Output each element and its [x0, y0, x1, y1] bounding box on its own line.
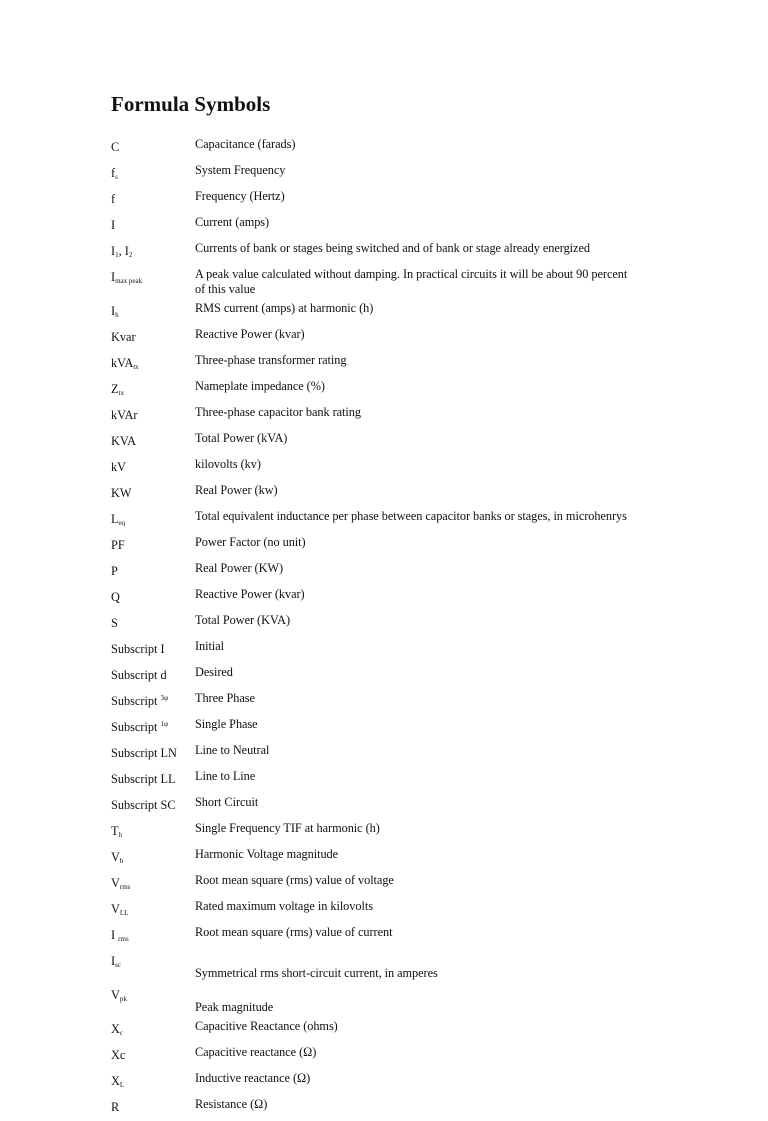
- symbol-cell: [111, 873, 195, 895]
- symbol-subscript: h: [118, 831, 123, 839]
- table-row: [111, 923, 751, 949]
- symbol-subscript: 1: [115, 251, 119, 259]
- symbol-subscript: rms: [119, 883, 131, 891]
- symbol-text: C: [111, 140, 120, 154]
- table-row: [111, 767, 751, 793]
- symbol-cell: [111, 1045, 195, 1067]
- symbol-cell: [111, 163, 195, 185]
- symbol-text: f: [111, 192, 116, 206]
- symbol-subscript: h: [119, 857, 124, 865]
- symbol-cell: [111, 951, 195, 973]
- table-row: [111, 1043, 751, 1069]
- symbol-text: X: [111, 1022, 120, 1036]
- symbol-subscript: rms: [118, 935, 129, 943]
- description-cell: Real Power (kw): [195, 483, 278, 497]
- symbol-cell: [111, 613, 195, 635]
- symbol-subscript: tx: [133, 363, 139, 371]
- symbol-text-secondary: , I: [118, 244, 129, 258]
- description-cell: Inductive reactance (Ω): [195, 1071, 311, 1085]
- description-cell: Root mean square (rms) value of current: [195, 925, 393, 939]
- description-cell: Rated maximum voltage in kilovolts: [195, 899, 373, 913]
- description-cell: Harmonic Voltage magnitude: [195, 847, 339, 861]
- table-row: [111, 351, 751, 377]
- table-row: [111, 793, 751, 819]
- description-cell: Single Phase: [195, 717, 258, 731]
- symbol-text: Subscript: [111, 694, 161, 708]
- symbol-superscript: 3φ: [160, 694, 169, 702]
- symbol-cell: [111, 691, 195, 713]
- table-row: [111, 949, 751, 983]
- description-cell: Resistance (Ω): [195, 1097, 268, 1111]
- symbol-text: Subscript SC: [111, 798, 176, 812]
- symbol-cell: [111, 821, 195, 843]
- table-row: [111, 213, 751, 239]
- description-cell: Symmetrical rms short-circuit current, in amperes: [195, 966, 438, 980]
- symbol-cell: [111, 795, 195, 817]
- symbol-text: Subscript LN: [111, 746, 177, 760]
- description-cell: Three-phase capacitor bank rating: [195, 405, 361, 419]
- symbol-cell: [111, 137, 195, 159]
- symbol-text: I: [111, 218, 116, 232]
- table-row: [111, 663, 751, 689]
- symbol-cell: [111, 327, 195, 349]
- symbol-cell: [111, 353, 195, 375]
- symbol-text: kVAr: [111, 408, 138, 422]
- symbol-cell: [111, 1019, 195, 1041]
- symbol-cell: [111, 985, 195, 1007]
- symbol-cell: [111, 379, 195, 401]
- symbol-text: Subscript LL: [111, 772, 176, 786]
- symbol-text: S: [111, 616, 118, 630]
- symbol-text: R: [111, 1100, 120, 1114]
- symbol-text: I: [111, 244, 116, 258]
- table-row: [111, 1095, 751, 1121]
- symbol-cell: [111, 769, 195, 791]
- symbol-subscript: LL: [119, 909, 129, 917]
- description-cell: Initial: [195, 639, 225, 653]
- symbol-text: KVA: [111, 434, 137, 448]
- table-row: [111, 715, 751, 741]
- description-cell: Line to Line: [195, 769, 256, 783]
- table-row: [111, 585, 751, 611]
- symbol-text: f: [111, 166, 116, 180]
- symbol-text: X: [111, 1074, 120, 1088]
- symbol-text: Subscript: [111, 720, 161, 734]
- table-row: [111, 741, 751, 767]
- symbol-table: [111, 135, 751, 1121]
- symbol-subscript: sc: [115, 961, 121, 969]
- symbol-text: Subscript d: [111, 668, 167, 682]
- symbol-subscript: h: [115, 311, 119, 319]
- symbol-text: I: [111, 928, 119, 942]
- description-cell: Frequency (Hertz): [195, 189, 285, 203]
- description-cell: Real Power (KW): [195, 561, 284, 575]
- table-row: [111, 429, 751, 455]
- symbol-text: Xc: [111, 1048, 126, 1062]
- description-cell: Three Phase: [195, 691, 255, 705]
- table-row: [111, 161, 751, 187]
- description-cell: Capacitive Reactance (ohms): [195, 1019, 338, 1033]
- symbol-cell: [111, 431, 195, 453]
- symbol-text: V: [111, 876, 120, 890]
- symbol-text: I: [111, 270, 116, 284]
- table-row: [111, 637, 751, 663]
- symbol-text: T: [111, 824, 119, 838]
- symbol-subscript: pk: [119, 995, 127, 1003]
- symbol-subscript: tx: [118, 389, 124, 397]
- description-cell: A peak value calculated without damping. In practical circuits it will be about 90 percent of this value: [195, 267, 628, 296]
- description-cell: Desired: [195, 665, 233, 679]
- description-cell: Line to Neutral: [195, 743, 270, 757]
- symbol-text: V: [111, 902, 120, 916]
- symbol-cell: [111, 535, 195, 557]
- symbol-cell: [111, 743, 195, 765]
- description-cell: Capacitive reactance (Ω): [195, 1045, 317, 1059]
- symbol-cell: [111, 483, 195, 505]
- symbol-text: PF: [111, 538, 125, 552]
- symbol-cell: [111, 899, 195, 921]
- symbol-cell: [111, 267, 195, 289]
- description-cell: Three-phase transformer rating: [195, 353, 347, 367]
- table-row: [111, 983, 751, 1017]
- symbol-text: I: [111, 954, 116, 968]
- symbol-cell: [111, 457, 195, 479]
- description-cell: Power Factor (no unit): [195, 535, 306, 549]
- symbol-subscript: max peak: [115, 277, 143, 285]
- table-row: [111, 689, 751, 715]
- table-row: [111, 239, 751, 265]
- symbol-text: kV: [111, 460, 127, 474]
- description-cell: Total Power (kVA): [195, 431, 288, 445]
- description-cell: Reactive Power (kvar): [195, 587, 305, 601]
- symbol-text: V: [111, 850, 120, 864]
- table-row: [111, 1069, 751, 1095]
- description-cell: Peak magnitude: [195, 1000, 274, 1014]
- symbol-cell: [111, 405, 195, 427]
- symbol-cell: [111, 847, 195, 869]
- page-title: Formula Symbols: [111, 92, 271, 116]
- table-row: [111, 481, 751, 507]
- symbol-text: L: [111, 512, 119, 526]
- symbol-cell: [111, 561, 195, 583]
- description-cell: Single Frequency TIF at harmonic (h): [195, 821, 380, 835]
- description-cell: Current (amps): [195, 215, 270, 229]
- symbol-cell: [111, 301, 195, 323]
- symbol-cell: [111, 241, 195, 263]
- symbol-text: I: [111, 304, 116, 318]
- description-cell: RMS current (amps) at harmonic (h): [195, 301, 374, 315]
- description-cell: Reactive Power (kvar): [195, 327, 305, 341]
- table-row: [111, 611, 751, 637]
- symbol-subscript: L: [119, 1081, 125, 1089]
- symbol-cell: [111, 665, 195, 687]
- symbol-cell: [111, 587, 195, 609]
- table-row: [111, 299, 751, 325]
- symbol-text: V: [111, 988, 120, 1002]
- description-cell: Total Power (KVA): [195, 613, 291, 627]
- symbol-cell: [111, 717, 195, 739]
- table-row: [111, 135, 751, 161]
- description-cell: Capacitance (farads): [195, 137, 296, 151]
- description-cell: System Frequency: [195, 163, 286, 177]
- table-row: [111, 897, 751, 923]
- table-row: [111, 403, 751, 429]
- table-row: [111, 819, 751, 845]
- symbol-text: KW: [111, 486, 132, 500]
- symbol-subscript: s: [115, 173, 118, 181]
- symbol-text: Kvar: [111, 330, 136, 344]
- table-row: [111, 325, 751, 351]
- table-row: [111, 871, 751, 897]
- symbol-text: Q: [111, 590, 120, 604]
- symbol-subscript: c: [119, 1029, 123, 1037]
- symbol-cell: [111, 215, 195, 237]
- description-cell: Nameplate impedance (%): [195, 379, 325, 393]
- table-row: [111, 455, 751, 481]
- symbol-text: Z: [111, 382, 119, 396]
- description-cell: Total equivalent inductance per phase between capacitor banks or stages, in microhenrys: [195, 509, 627, 523]
- symbol-cell: [111, 1071, 195, 1093]
- description-cell: Root mean square (rms) value of voltage: [195, 873, 394, 887]
- description-cell: Currents of bank or stages being switched and of bank or stage already energized: [195, 241, 590, 255]
- table-row: [111, 559, 751, 585]
- symbol-cell: [111, 925, 195, 947]
- symbol-subscript: eq: [118, 519, 126, 527]
- symbol-cell: [111, 1097, 195, 1119]
- table-row: [111, 187, 751, 213]
- symbol-text: Subscript I: [111, 642, 165, 656]
- symbol-text: kVA: [111, 356, 134, 370]
- symbol-cell: [111, 639, 195, 661]
- table-row: [111, 377, 751, 403]
- symbol-text: P: [111, 564, 118, 578]
- symbol-subscript-secondary: 2: [128, 251, 133, 259]
- symbol-cell: [111, 509, 195, 531]
- table-row: [111, 533, 751, 559]
- symbol-cell: [111, 189, 195, 211]
- symbol-superscript: 1φ: [160, 720, 169, 728]
- description-cell: kilovolts (kv): [195, 457, 261, 471]
- table-row: [111, 845, 751, 871]
- description-cell: Short Circuit: [195, 795, 259, 809]
- table-row: [111, 265, 751, 299]
- table-row: [111, 507, 751, 533]
- table-row: [111, 1017, 751, 1043]
